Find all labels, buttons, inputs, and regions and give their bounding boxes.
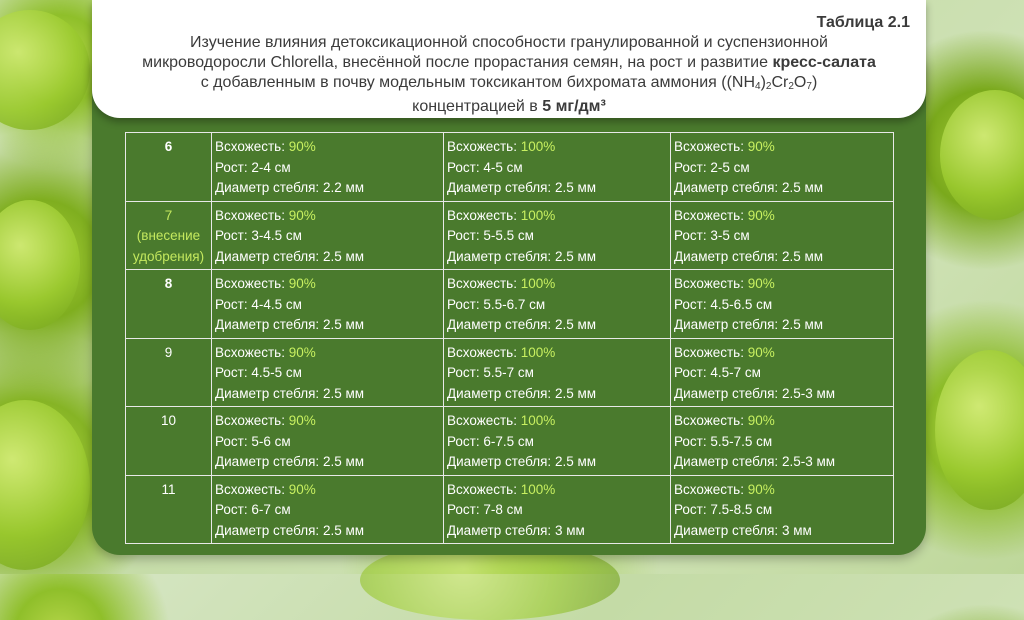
caption-line: концентрацией в 5 мг/дм³ (412, 98, 606, 115)
stem-diameter-value: 2.5-3 мм (781, 454, 836, 469)
growth (674, 158, 890, 179)
stem-diameter-value: 2.5 мм (781, 180, 824, 195)
germination-label: Всхожесть: (674, 344, 748, 360)
table-label: Таблица 2.1 (816, 14, 910, 31)
germination (447, 411, 667, 432)
growth-label: Рост: (447, 159, 484, 175)
germination (674, 206, 890, 227)
measurement-cell (444, 407, 671, 476)
stem-diameter (215, 247, 440, 268)
growth-value: 7.5-8.5 см (710, 502, 773, 517)
day-number: 11 (161, 481, 176, 497)
stem-diameter-value: 2.5-3 мм (781, 385, 836, 401)
stem-diameter-value: 2.5 мм (322, 248, 365, 264)
stem-diameter-label: Диаметр стебля: (674, 385, 782, 401)
growth-label: Рост: (447, 228, 484, 243)
stem-diameter-label: Диаметр стебля: (674, 522, 782, 538)
stem-diameter-label: Диаметр стебля: (215, 454, 323, 469)
germination-value: 100% (520, 207, 556, 223)
growth-value: 5.5-7 см (483, 365, 534, 380)
germination-label: Всхожесть: (447, 139, 521, 154)
growth (674, 432, 890, 453)
germination-label: Всхожесть: (215, 344, 289, 360)
stem-diameter-label: Диаметр стебля: (215, 180, 323, 195)
stem-diameter-value: 3 мм (554, 522, 585, 538)
growth (447, 363, 667, 384)
growth (447, 500, 667, 521)
stem-diameter (674, 315, 890, 336)
stem-diameter (215, 452, 440, 473)
stem-diameter-value: 2.5 мм (322, 385, 365, 401)
growth (674, 295, 890, 316)
day-number: 10 (160, 413, 177, 428)
day-cell (126, 475, 212, 544)
germination-value: 100% (520, 139, 556, 154)
stem-diameter (447, 178, 667, 199)
growth-label: Рост: (674, 502, 711, 517)
measurement-cell (212, 270, 444, 339)
growth-value: 7-8 см (483, 502, 523, 517)
growth-label: Рост: (215, 228, 252, 243)
table-row (126, 475, 894, 544)
stem-diameter-label: Диаметр стебля: (674, 248, 782, 264)
stem-diameter-label: Диаметр стебля: (215, 317, 323, 332)
day-number: 6 (164, 139, 173, 154)
growth-value: 3-5 см (710, 228, 750, 243)
table-row (126, 407, 894, 476)
growth (674, 500, 890, 521)
growth-label: Рост: (674, 296, 711, 312)
table-caption (92, 33, 926, 117)
germination-label: Всхожесть: (447, 276, 521, 291)
results-table-body (126, 133, 894, 544)
growth-value: 5.5-6.7 см (483, 296, 546, 312)
growth-value: 4-4.5 см (251, 296, 302, 312)
growth (215, 226, 440, 247)
algae-cell-decoration (0, 10, 90, 130)
growth-label: Рост: (215, 433, 252, 449)
stem-diameter-label: Диаметр стебля: (447, 385, 555, 401)
growth-value: 4.5-5 см (251, 365, 302, 380)
stem-diameter-value: 2.2 мм (322, 180, 365, 195)
germination (215, 137, 440, 158)
caption-line: микроводоросли Chlorella, внесённой после прорастания семян, на рост и развитие кресс-салата (142, 54, 876, 71)
germination-label: Всхожесть: (674, 413, 748, 428)
germination-label: Всхожесть: (674, 139, 748, 154)
growth-label: Рост: (215, 296, 252, 312)
table-row (126, 133, 894, 202)
germination (674, 274, 890, 295)
measurement-cell (444, 270, 671, 339)
growth (215, 432, 440, 453)
table-row (126, 270, 894, 339)
growth (215, 500, 440, 521)
growth (674, 363, 890, 384)
germination-label: Всхожесть: (447, 481, 521, 497)
growth (215, 363, 440, 384)
germination-value: 90% (288, 481, 316, 497)
growth-label: Рост: (674, 159, 711, 175)
stem-diameter (674, 247, 890, 268)
germination-value: 100% (520, 413, 556, 428)
growth (674, 226, 890, 247)
stem-diameter-value: 2.5 мм (554, 454, 597, 469)
growth-label: Рост: (215, 159, 252, 175)
measurement-cell (671, 133, 894, 202)
germination-label: Всхожесть: (447, 413, 521, 428)
growth-value: 2-4 см (251, 159, 291, 175)
algae-cell-decoration (940, 90, 1024, 220)
measurement-cell (444, 475, 671, 544)
growth-value: 6-7.5 см (483, 433, 534, 449)
results-table (125, 132, 894, 544)
stem-diameter (447, 452, 667, 473)
germination (215, 274, 440, 295)
growth-value: 4.5-6.5 см (710, 296, 773, 312)
germination-label: Всхожесть: (215, 276, 289, 291)
day-cell (126, 201, 212, 270)
stem-diameter-value: 2.5 мм (322, 317, 365, 332)
title-card (92, 0, 926, 118)
growth-value: 5-6 см (251, 433, 291, 449)
stem-diameter (674, 521, 890, 542)
stem-diameter-label: Диаметр стебля: (674, 180, 782, 195)
stem-diameter (447, 247, 667, 268)
day-cell (126, 133, 212, 202)
algae-cell-decoration (935, 350, 1024, 510)
stem-diameter-label: Диаметр стебля: (215, 385, 323, 401)
measurement-cell (212, 475, 444, 544)
growth-value: 5.5-7.5 см (710, 433, 773, 449)
germination (447, 480, 667, 501)
stem-diameter (215, 521, 440, 542)
table-row (126, 201, 894, 270)
stem-diameter-value: 2.5 мм (554, 180, 597, 195)
growth (215, 158, 440, 179)
germination (674, 343, 890, 364)
germination (674, 411, 890, 432)
germination-label: Всхожесть: (447, 344, 521, 360)
growth (447, 158, 667, 179)
day-note: (внесение (136, 228, 201, 243)
germination (447, 343, 667, 364)
measurement-cell (444, 133, 671, 202)
germination-label: Всхожесть: (674, 481, 748, 497)
table-row (126, 338, 894, 407)
algae-cell-decoration (0, 200, 80, 330)
growth (447, 432, 667, 453)
day-cell (126, 338, 212, 407)
germination-value: 100% (520, 481, 556, 497)
day-number: 9 (164, 344, 173, 360)
measurement-cell (671, 338, 894, 407)
measurement-cell (212, 338, 444, 407)
germination-value: 90% (288, 413, 316, 428)
growth-label: Рост: (674, 365, 711, 380)
stem-diameter-value: 2.5 мм (554, 385, 597, 401)
growth-value: 4.5-7 см (710, 365, 761, 380)
growth-label: Рост: (447, 502, 484, 517)
stem-diameter (674, 384, 890, 405)
germination-label: Всхожесть: (674, 207, 748, 223)
stem-diameter-label: Диаметр стебля: (447, 454, 555, 469)
caption-line: с добавленным в почву модельным токсикантом бихромата аммония $((NH_4)_2Cr_2O_7)$ (200, 74, 818, 92)
germination (215, 480, 440, 501)
measurement-cell (212, 201, 444, 270)
germination-value: 90% (747, 207, 775, 223)
stem-diameter (674, 452, 890, 473)
stem-diameter (447, 315, 667, 336)
growth-label: Рост: (674, 433, 711, 449)
growth-label: Рост: (674, 228, 711, 243)
growth (215, 295, 440, 316)
growth-value: 3-4.5 см (251, 228, 302, 243)
measurement-cell (444, 338, 671, 407)
growth (447, 295, 667, 316)
day-cell (126, 407, 212, 476)
germination-value: 100% (520, 344, 556, 360)
germination-label: Всхожесть: (674, 276, 748, 291)
germination (447, 206, 667, 227)
day-number: 7 (164, 207, 173, 223)
stem-diameter-label: Диаметр стебля: (215, 522, 323, 538)
stem-diameter-value: 2.5 мм (781, 248, 824, 264)
stem-diameter (447, 521, 667, 542)
measurement-cell (671, 270, 894, 339)
stem-diameter-value: 2.5 мм (322, 522, 365, 538)
germination-value: 100% (520, 276, 556, 291)
stem-diameter (215, 178, 440, 199)
measurement-cell (671, 475, 894, 544)
growth-label: Рост: (215, 365, 252, 380)
stem-diameter (674, 178, 890, 199)
germination (447, 137, 667, 158)
stem-diameter-label: Диаметр стебля: (447, 180, 555, 195)
measurement-cell (212, 407, 444, 476)
germination-label: Всхожесть: (447, 207, 521, 223)
germination-label: Всхожесть: (215, 413, 289, 428)
measurement-cell (671, 201, 894, 270)
measurement-cell (671, 407, 894, 476)
germination-value: 90% (747, 344, 775, 360)
germination-value: 90% (288, 276, 316, 291)
stem-diameter-label: Диаметр стебля: (215, 248, 323, 264)
stem-diameter-value: 3 мм (781, 522, 812, 538)
stem-diameter (215, 384, 440, 405)
stem-diameter (447, 384, 667, 405)
germination-value: 90% (747, 139, 775, 154)
stem-diameter (215, 315, 440, 336)
algae-cell-decoration (0, 400, 90, 570)
germination-value: 90% (747, 276, 775, 291)
growth-label: Рост: (215, 502, 252, 517)
germination-value: 90% (747, 413, 775, 428)
day-note: удобрения) (132, 248, 205, 264)
stem-diameter-label: Диаметр стебля: (674, 454, 782, 469)
growth-label: Рост: (447, 365, 484, 380)
stem-diameter-label: Диаметр стебля: (447, 522, 555, 538)
germination-value: 90% (288, 207, 316, 223)
germination (447, 274, 667, 295)
day-cell (126, 270, 212, 339)
stem-diameter-value: 2.5 мм (554, 317, 597, 332)
germination (215, 343, 440, 364)
growth-value: 5-5.5 см (483, 228, 534, 243)
germination (674, 137, 890, 158)
growth-label: Рост: (447, 296, 484, 312)
germination-value: 90% (747, 481, 775, 497)
growth-value: 4-5 см (483, 159, 523, 175)
growth-value: 6-7 см (251, 502, 291, 517)
caption-line: Изучение влияния детоксикационной способности гранулированной и суспензионной (190, 34, 828, 51)
stem-diameter-label: Диаметр стебля: (674, 317, 782, 332)
germination-label: Всхожесть: (215, 207, 289, 223)
germination (215, 206, 440, 227)
day-number: 8 (164, 276, 173, 291)
germination-label: Всхожесть: (215, 481, 289, 497)
germination-label: Всхожесть: (215, 139, 289, 154)
germination-value: 90% (288, 344, 316, 360)
germination (674, 480, 890, 501)
measurement-cell (444, 201, 671, 270)
germination-value: 90% (288, 139, 316, 154)
stem-diameter-label: Диаметр стебля: (447, 317, 555, 332)
germination (215, 411, 440, 432)
stem-diameter-label: Диаметр стебля: (447, 248, 555, 264)
growth-label: Рост: (447, 433, 484, 449)
stem-diameter-value: 2.5 мм (554, 248, 597, 264)
growth (447, 226, 667, 247)
measurement-cell (212, 133, 444, 202)
stem-diameter-value: 2.5 мм (322, 454, 365, 469)
growth-value: 2-5 см (710, 159, 750, 175)
stem-diameter-value: 2.5 мм (781, 317, 824, 332)
